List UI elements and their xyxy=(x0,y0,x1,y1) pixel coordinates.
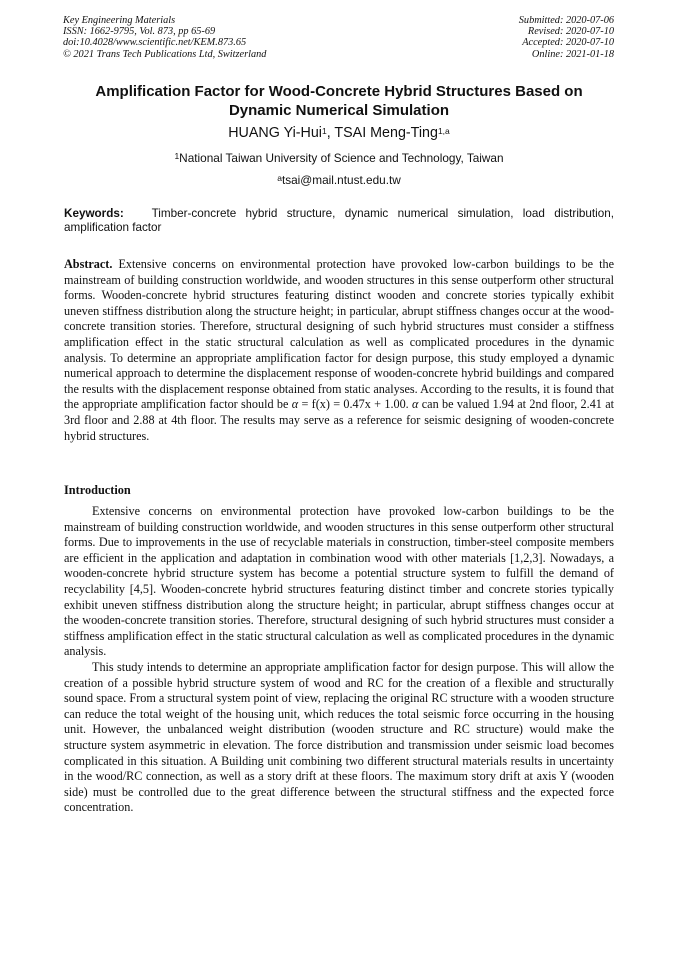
amplification-formula: = f(x) = 0.47x + 1.00. xyxy=(298,397,413,412)
keywords-label: Keywords: xyxy=(64,207,124,220)
doi-line[interactable]: doi:10.4028/www.scientific.net/KEM.873.65 xyxy=(63,37,247,49)
author-list xyxy=(40,124,638,142)
abstract xyxy=(64,257,614,444)
author-separator: , xyxy=(326,125,335,141)
introduction-body xyxy=(64,504,614,816)
intro-paragraph-1: Extensive concerns on environmental protection have provoked low-carbon buildings to be the mainstream of building construction worldwide, and wooden structures in this sense outperform other structural forms. Due to improvements in the use of recyclable materials in construction, timber-steel composite members are efficient in the application and adaptation in combination wood with other materials [1,2,3]. Nowadays, a wooden-concrete hybrid structure system has become a potential structure system to fulfill the demand of recyclability [4,5]. Wooden-concrete hybrid structures featuring distinct timber and concrete stories typically exhibit uneven stiffness distribution along the structure height; in particular, abrupt stiffness changes occur at the wooden-concrete transition stories. Therefore, structural designing of such hybrid structures must consider a stiffness amplification effect in the static structural calculation as well as complicated procedures in the dynamic analysis. xyxy=(64,504,614,659)
journal-info xyxy=(63,15,266,60)
alpha-symbol: α xyxy=(291,397,299,412)
author-1: HUANG Yi-Hui xyxy=(228,125,322,141)
abstract-text-2: can be valued 1.94 at 2nd floor, 2.41 at 3rd floor and 2.88 at 4th floor. The results may serve as a reference for seismic designing of wooden-concrete hybrid structures. xyxy=(64,397,615,443)
publication-dates xyxy=(519,15,614,60)
accepted-date: Accepted: 2020-07-10 xyxy=(522,37,614,49)
email-mark: a xyxy=(277,173,282,183)
online-date: Online: 2021-01-18 xyxy=(531,48,614,60)
title-line-2: Dynamic Numerical Simulation xyxy=(228,102,450,119)
submitted-date: Submitted: 2020-07-06 xyxy=(518,15,614,26)
copyright-line: © 2021 Trans Tech Publications Ltd, Switzerland xyxy=(63,48,267,60)
abstract-label: Abstract. xyxy=(64,257,113,271)
revised-date: Revised: 2020-07-10 xyxy=(527,26,614,38)
author-2: TSAI Meng-Ting xyxy=(334,125,438,141)
email-address[interactable]: tsai@mail.ntust.edu.tw xyxy=(281,173,401,187)
keywords xyxy=(64,207,614,235)
author-1-affiliation-mark: 1 xyxy=(321,126,327,136)
issn-line: ISSN: 1662-9795, Vol. 873, pp 65-69 xyxy=(63,26,216,38)
alpha-symbol: α xyxy=(412,397,419,412)
keywords-text: Timber-concrete hybrid structure, dynamic numerical simulation, load distribution, amplification factor xyxy=(64,207,615,235)
paper-title xyxy=(40,82,638,120)
title-line-1: Amplification Factor for Wood-Concrete Hybrid Structures Based on xyxy=(95,83,583,100)
affiliation xyxy=(40,151,638,165)
journal-name: Key Engineering Materials xyxy=(63,15,176,26)
affiliation-mark: 1 xyxy=(174,151,180,161)
contact-email xyxy=(40,173,638,187)
intro-paragraph-2: This study intends to determine an appropriate amplification factor for design purpose. This will allow the creation of a possible hybrid structure system of wood and RC for the creation of a flexible and structurally sound space. From a structural system point of view, replacing the original RC structure with a wooden structure can reduce the total weight of the housing unit, which reduces the total seismic force occurring in the housing unit. However, the unbalanced weight distribution (wooden structure and RC structure) would make the structure system asymmetric in elevation. The force distribution and transmission under seismic load becomes complicated in this situation. A Building unit combining two different structural materials results in uncertainty in the wood/RC connection, as well as a story drift at these floors. The maximum story drift at axis Y (wooden side) must be controlled due to the great difference between the structural stiffness and the expected force concentration. xyxy=(64,659,614,815)
introduction-heading: Introduction xyxy=(64,483,131,497)
affiliation-text: National Taiwan University of Science and Technology, Taiwan xyxy=(179,151,504,165)
abstract-text-1: Extensive concerns on environmental protection have provoked low-carbon buildings to be the mainstream of building construction worldwide, and wooden structures in this sense outperform other structural forms. Wooden-concrete hybrid structures featuring distinct wooden and concrete stories typically exhibit uneven stiffness distribution along the structure height; in particular, abrupt stiffness changes occur at the wood-concrete transition stories. Therefore, structural designing of such hybrid structures must consider a stiffness amplification effect in the static structural calculation as well as complicated procedures in the dynamic analysis. To determine an appropriate amplification factor for design purpose, this study employed a dynamic numerical approach to determine the displacement response of wooden-concrete hybrid buildings and compared the results with the displacement response obtained from static analyses. According to the results, it is found that the appropriate amplification factor should be xyxy=(64,257,615,412)
author-2-affiliation-mark: 1,a xyxy=(437,126,450,136)
